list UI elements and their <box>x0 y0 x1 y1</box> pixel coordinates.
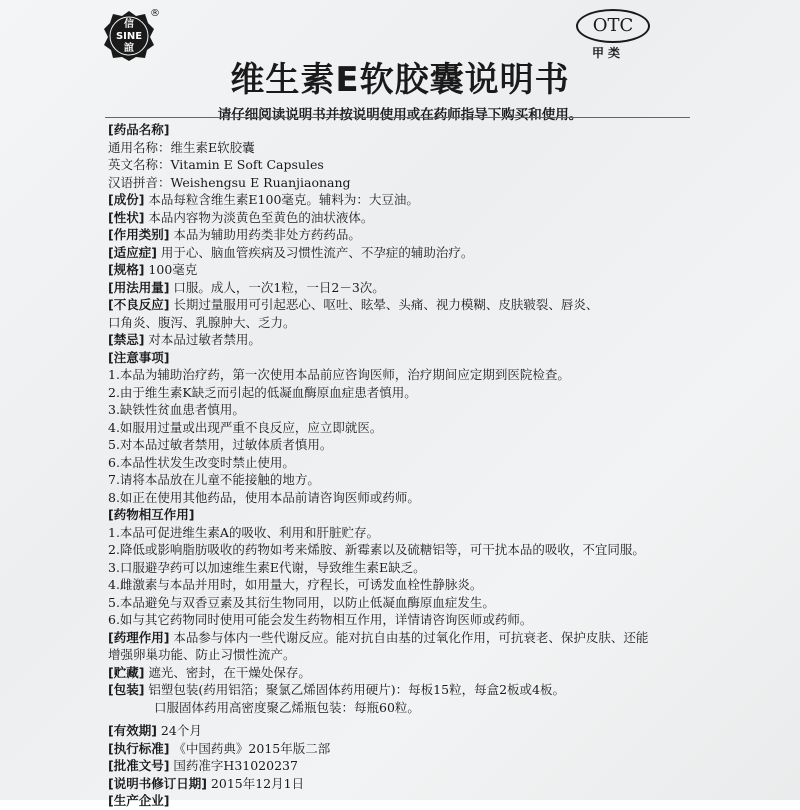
interactions-heading: [药物相互作用] <box>108 507 195 522</box>
adverse-row <box>108 296 660 314</box>
precaution-item: 4.如服用过量或出现严重不良反应，应立即就医。 <box>108 419 383 435</box>
precautions-heading: [注意事项] <box>108 349 170 365</box>
category-heading: [作用类别] <box>108 227 170 242</box>
pharmacology-heading: [药理作用] <box>108 629 170 645</box>
interaction-item: 2.降低或影响脂肪吸收的药物如考来烯胺、新霉素以及硫糖铝等，可干扰本品的吸收，不宜同服。 <box>108 542 645 557</box>
indication-text: 用于心、脑血管疾病及习惯性流产、不孕症的辅助治疗。 <box>160 244 474 260</box>
spec-row <box>108 261 660 279</box>
adverse-heading: [不良反应] <box>108 297 170 312</box>
validity-row <box>108 722 660 740</box>
character-row <box>108 209 660 227</box>
usage-row <box>108 279 660 297</box>
packaging-heading: [包装] <box>108 682 145 697</box>
packaging-row <box>108 681 660 699</box>
category-text: 本品为辅助用药类非处方药药品。 <box>173 227 361 242</box>
category-row <box>108 226 660 244</box>
spec-text: 100毫克 <box>148 262 198 277</box>
interaction-item: 4.雌激素与本品并用时，如用量大，疗程长，可诱发血栓性静脉炎。 <box>108 577 483 592</box>
contra-row <box>108 331 660 349</box>
precaution-item: 2.由于维生素K缺乏而引起的低凝血酶原血症患者慎用。 <box>108 384 417 400</box>
otc-class-label: 甲类 <box>592 46 625 60</box>
packaging-text-1: 铝塑包装(药用铝箔；聚氯乙烯固体药用硬片)：每板15粒，每盒2板或4板。 <box>148 682 565 697</box>
otc-badge: OTC <box>576 9 650 43</box>
logo-wordmark: SINE <box>115 31 143 42</box>
ingredients-row <box>108 191 660 209</box>
page-subtitle: 请仔细阅读说明书并按说明使用或在药师指导下购买和使用。 <box>217 107 583 123</box>
ingredients-heading: [成份] <box>108 192 145 207</box>
interaction-item: 3.口服避孕药可以加速维生素E代谢，导致维生素E缺乏。 <box>108 559 426 575</box>
precaution-item: 3.缺铁性贫血患者慎用。 <box>108 402 245 417</box>
revision-row <box>108 775 660 793</box>
generic-name: 通用名称：维生素E软胶囊 <box>108 139 255 155</box>
validity-heading: [有效期] <box>108 723 157 738</box>
packaging-text-2: 口服固体药用高密度聚乙烯瓶包装：每瓶60粒。 <box>154 699 420 715</box>
approval-row <box>108 757 660 775</box>
interaction-item: 5.本品避免与双香豆素及其衍生物同用，以防止低凝血酶原血症发生。 <box>108 594 495 610</box>
leaflet-content <box>108 121 660 810</box>
spec-heading: [规格] <box>108 262 145 277</box>
pinyin-name: 汉语拼音：Weishengsu E Ruanjiaonang <box>108 174 351 190</box>
precaution-item: 8.如正在使用其他药品，使用本品前请咨询医师或药师。 <box>108 489 420 505</box>
precaution-item: 1.本品为辅助治疗药，第一次使用本品前应咨询医师，治疗期间应定期到医院检查。 <box>108 367 570 382</box>
adverse-text-1: 长期过量服用可引起恶心、呕吐、眩晕、头痛、视力模糊、皮肤皲裂、唇炎、 <box>173 297 599 312</box>
precaution-item: 6.本品性状发生改变时禁止使用。 <box>108 454 295 470</box>
storage-text: 遮光、密封，在干燥处保存。 <box>148 664 311 680</box>
storage-heading: [贮藏] <box>108 664 145 680</box>
revision-text: 2015年12月1日 <box>210 775 305 791</box>
usage-text: 口服。成人，一次1粒，一日2－3次。 <box>173 279 385 295</box>
logo-char-bottom: 誼 <box>124 43 134 54</box>
interaction-item: 1.本品可促进维生素A的吸收、利用和肝脏贮存。 <box>108 524 379 540</box>
pharmacology-text: 本品参与体内一些代谢反应。能对抗自由基的过氧化作用，可抗衰老、保护皮肤、还能增强卵巢功能、防止习惯性流产。 <box>108 629 649 662</box>
standard-row <box>108 740 660 758</box>
interaction-item: 6.如与其它药物同时使用可能会发生药物相互作用，详情请咨询医师或药师。 <box>108 612 533 627</box>
standard-text: 《中国药典》2015年版二部 <box>173 740 331 756</box>
standard-heading: [执行标准] <box>108 740 170 756</box>
ingredients-text: 本品每粒含维生素E100毫克。辅料为：大豆油。 <box>148 192 419 207</box>
usage-heading: [用法用量] <box>108 279 170 295</box>
character-heading: [性状] <box>108 209 145 225</box>
adverse-text-2: 口角炎、腹泻、乳腺肿大、乏力。 <box>108 314 296 330</box>
validity-text: 24个月 <box>160 723 202 738</box>
english-name: 英文名称：Vitamin E Soft Capsules <box>108 157 324 172</box>
indication-heading: [适应症] <box>108 244 157 260</box>
registered-mark: ® <box>150 8 160 19</box>
approval-heading: [批准文号] <box>108 758 170 773</box>
revision-heading: [说明书修订日期] <box>108 775 207 791</box>
logo-char-top: 信 <box>124 19 134 30</box>
manufacturer-heading: [生产企业] <box>108 793 170 808</box>
drug-name-heading: [药品名称] <box>108 122 170 137</box>
precaution-item: 5.对本品过敏者禁用，过敏体质者慎用。 <box>108 437 333 452</box>
approval-text: 国药准字H31020237 <box>173 758 298 773</box>
header-divider <box>105 117 690 118</box>
contra-heading: [禁忌] <box>108 332 145 347</box>
character-text: 本品内容物为淡黄色至黄色的油状液体。 <box>148 209 374 225</box>
precaution-item: 7.请将本品放在儿童不能接触的地方。 <box>108 472 320 487</box>
contra-text: 对本品过敏者禁用。 <box>148 332 261 347</box>
indication-row <box>108 244 660 262</box>
page-title: 维生素E软胶囊说明书 <box>230 60 570 100</box>
storage-row <box>108 664 660 682</box>
pharmacology-row <box>108 629 660 664</box>
